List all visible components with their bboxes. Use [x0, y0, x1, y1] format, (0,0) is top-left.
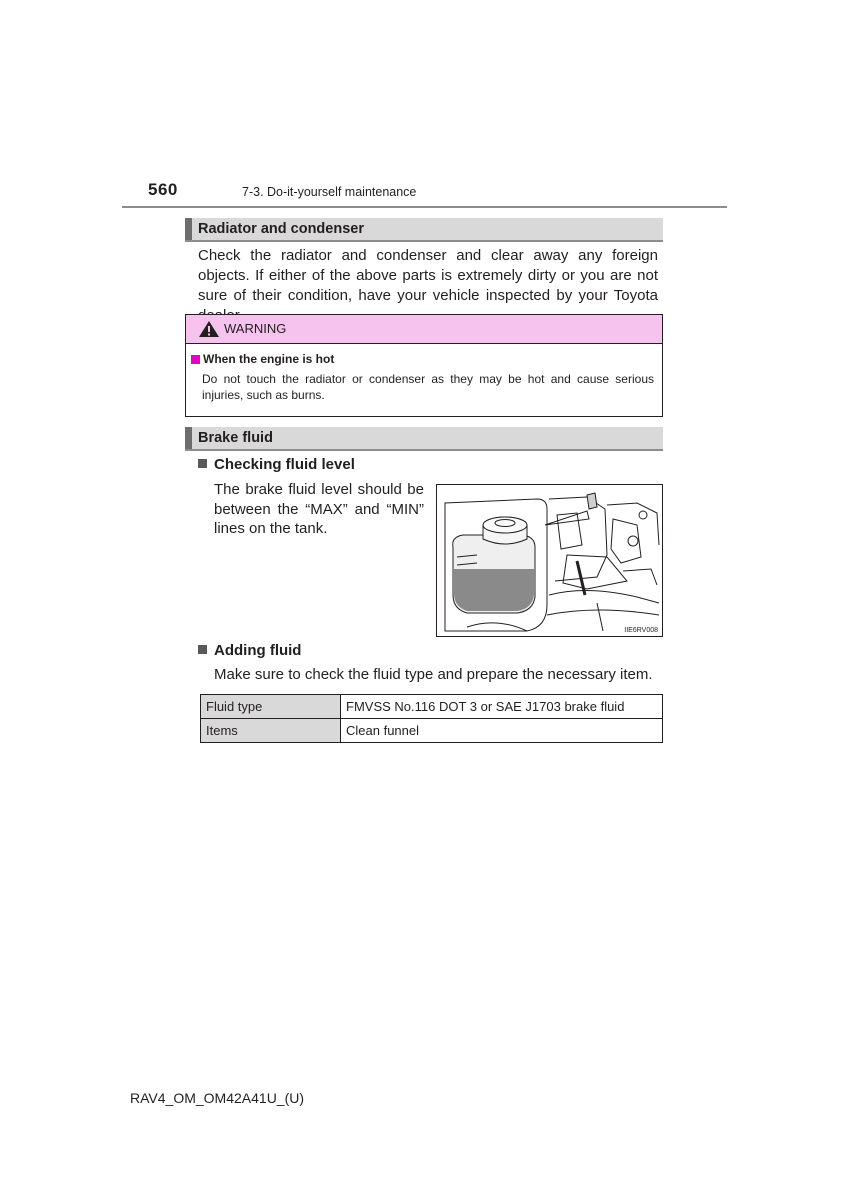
- page-number: 560: [148, 180, 178, 199]
- adding-fluid-text: Make sure to check the fluid type and prepare the necessary item.: [214, 666, 653, 683]
- table-value-cell: FMVSS No.116 DOT 3 or SAE J1703 brake fluid: [341, 695, 663, 719]
- figure-code: IIE6RV008: [624, 627, 658, 634]
- warning-label: WARNING: [224, 321, 287, 336]
- table-value-cell: Clean funnel: [341, 719, 663, 743]
- warning-text: Do not touch the radiator or condenser as they may be hot and cause serious injuries, such as burns.: [202, 372, 654, 402]
- checking-fluid-text: The brake fluid level should be between the “MAX” and “MIN” lines on the tank.: [214, 481, 424, 537]
- footer-document-code: RAV4_OM_OM42A41U_(U): [130, 1090, 305, 1106]
- radiator-paragraph: Check the radiator and condenser and clear away any foreign objects. If either of the above parts is extremely dirty or you are not sure of their condition, have your vehicle inspected by your Toyota: [198, 247, 658, 304]
- adding-fluid-heading-text: Adding fluid: [214, 642, 302, 659]
- engine-bay-illustration: [437, 485, 662, 636]
- checking-fluid-heading: [198, 456, 355, 473]
- brake-fluid-reservoir-illustration: [436, 484, 663, 637]
- warning-header: [186, 315, 662, 344]
- section-heading-radiator: Radiator and condenser: [185, 218, 663, 240]
- checking-fluid-heading-text: Checking fluid level: [214, 456, 355, 473]
- warning-triangle-icon: [198, 320, 220, 338]
- warning-box: [185, 314, 663, 417]
- header-rule: [122, 206, 727, 208]
- adding-fluid-heading: [198, 642, 301, 659]
- section-heading-brake-fluid: Brake fluid: [185, 427, 663, 449]
- bullet-square-icon: [198, 645, 207, 654]
- table-key-cell: Fluid type: [201, 695, 341, 719]
- table-key-cell: Items: [201, 719, 341, 743]
- warning-subheading-text: When the engine is hot: [203, 352, 335, 366]
- table-row: [201, 695, 663, 719]
- fluid-table: [200, 694, 663, 743]
- bullet-square-icon: [198, 459, 207, 468]
- section-reference: 7-3. Do-it-yourself maintenance: [242, 185, 417, 199]
- warning-subheading: [191, 352, 334, 366]
- table-row: [201, 719, 663, 743]
- magenta-square-icon: [191, 355, 200, 364]
